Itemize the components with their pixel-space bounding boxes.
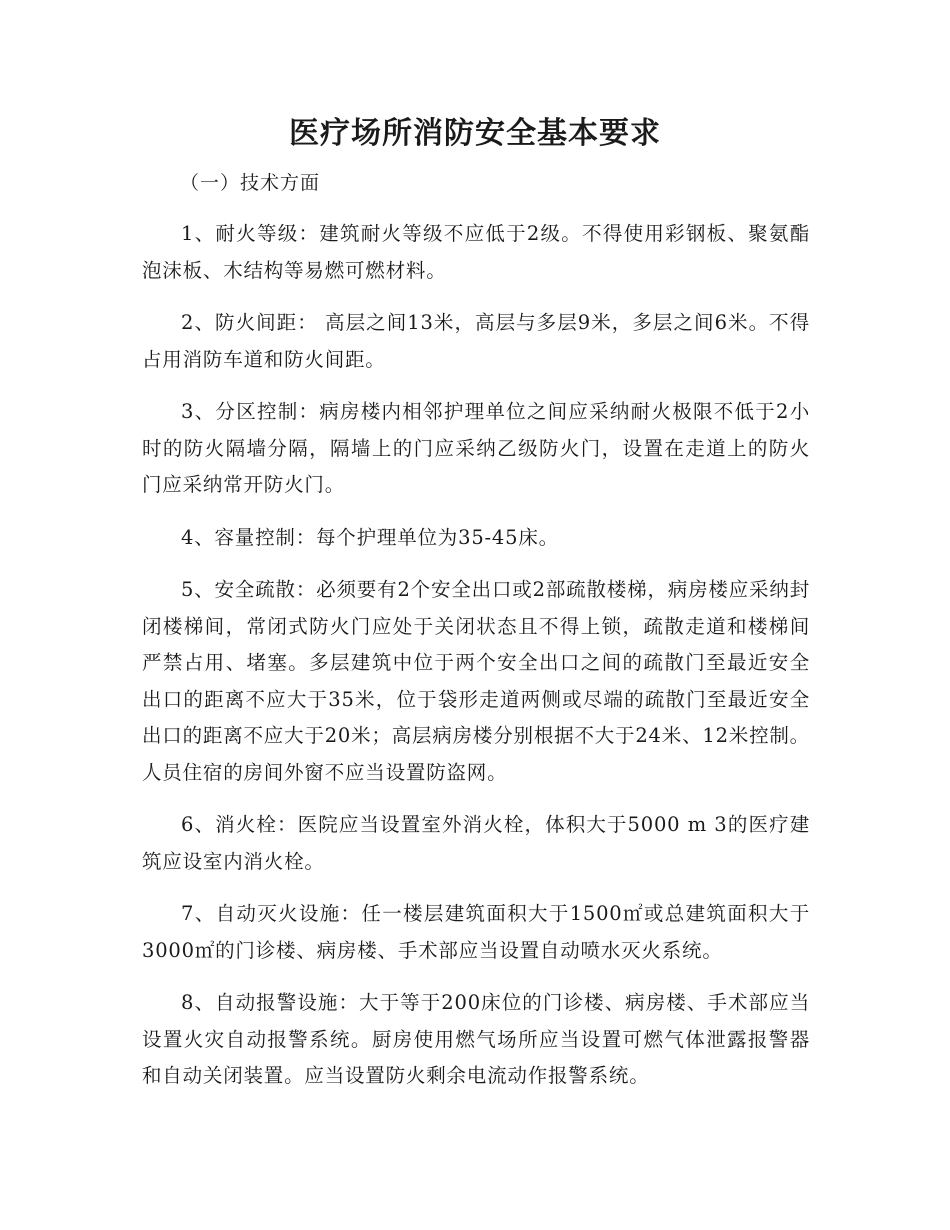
document-body xyxy=(142,216,810,1111)
document-title: 医疗场所消防安全基本要求 xyxy=(289,116,661,151)
paragraph-zoning-control: 3、分区控制：病房楼内相邻护理单位之间应采纳耐火极限不低于2小时的防火隔墙分隔，隔墙上的门应采纳乙级防火门，设置在走道上的防火门应采纳常开防火门。 xyxy=(142,400,810,496)
paragraph-fire-separation: 2、防火间距： 高层之间13米，高层与多层9米，多层之间6米。不得占用消防车道和防火间距。 xyxy=(142,311,810,371)
paragraph-capacity-control: 4、容量控制：每个护理单位为35-45床。 xyxy=(181,525,559,549)
section-heading: （一）技术方面 xyxy=(180,172,321,194)
paragraph-hydrants: 6、消火栓：医院应当设置室外消火栓，体积大于5000 m 3的医疗建筑应设室内消火栓。 xyxy=(142,813,810,873)
paragraph-fire-resistance: 1、耐火等级：建筑耐火等级不应低于2级。不得使用彩钢板、聚氨酯泡沫板、木结构等易燃可燃材料。 xyxy=(142,222,810,282)
paragraph-sprinklers: 7、自动灭火设施：任一楼层建筑面积大于1500㎡或总建筑面积大于3000㎡的门诊楼、病房楼、手术部应当设置自动喷水灭火系统。 xyxy=(142,902,810,962)
paragraph-alarms: 8、自动报警设施：大于等于200床位的门诊楼、病房楼、手术部应当设置火灾自动报警系统。厨房使用燃气场所应当设置可燃气体泄露报警器和自动关闭装置。应当设置防火剩余电流动作报警系统。 xyxy=(142,991,810,1087)
paragraph-safe-evacuation: 5、安全疏散：必须要有2个安全出口或2部疏散楼梯，病房楼应采纳封闭楼梯间，常闭式防火门应处于关闭状态且不得上锁，疏散走道和楼梯间严禁占用、堵塞。多层建筑中位于两个安全出口之间的疏散门至最近安全出口的距离不应大于35米，位于袋形走道两侧或尽端的疏散门至最近安全出口的距离不应大于20米；高层病房楼分别根据不大于24米、12米控制。人员住宿的房间外窗不应当设置防盗网。 xyxy=(142,578,810,784)
